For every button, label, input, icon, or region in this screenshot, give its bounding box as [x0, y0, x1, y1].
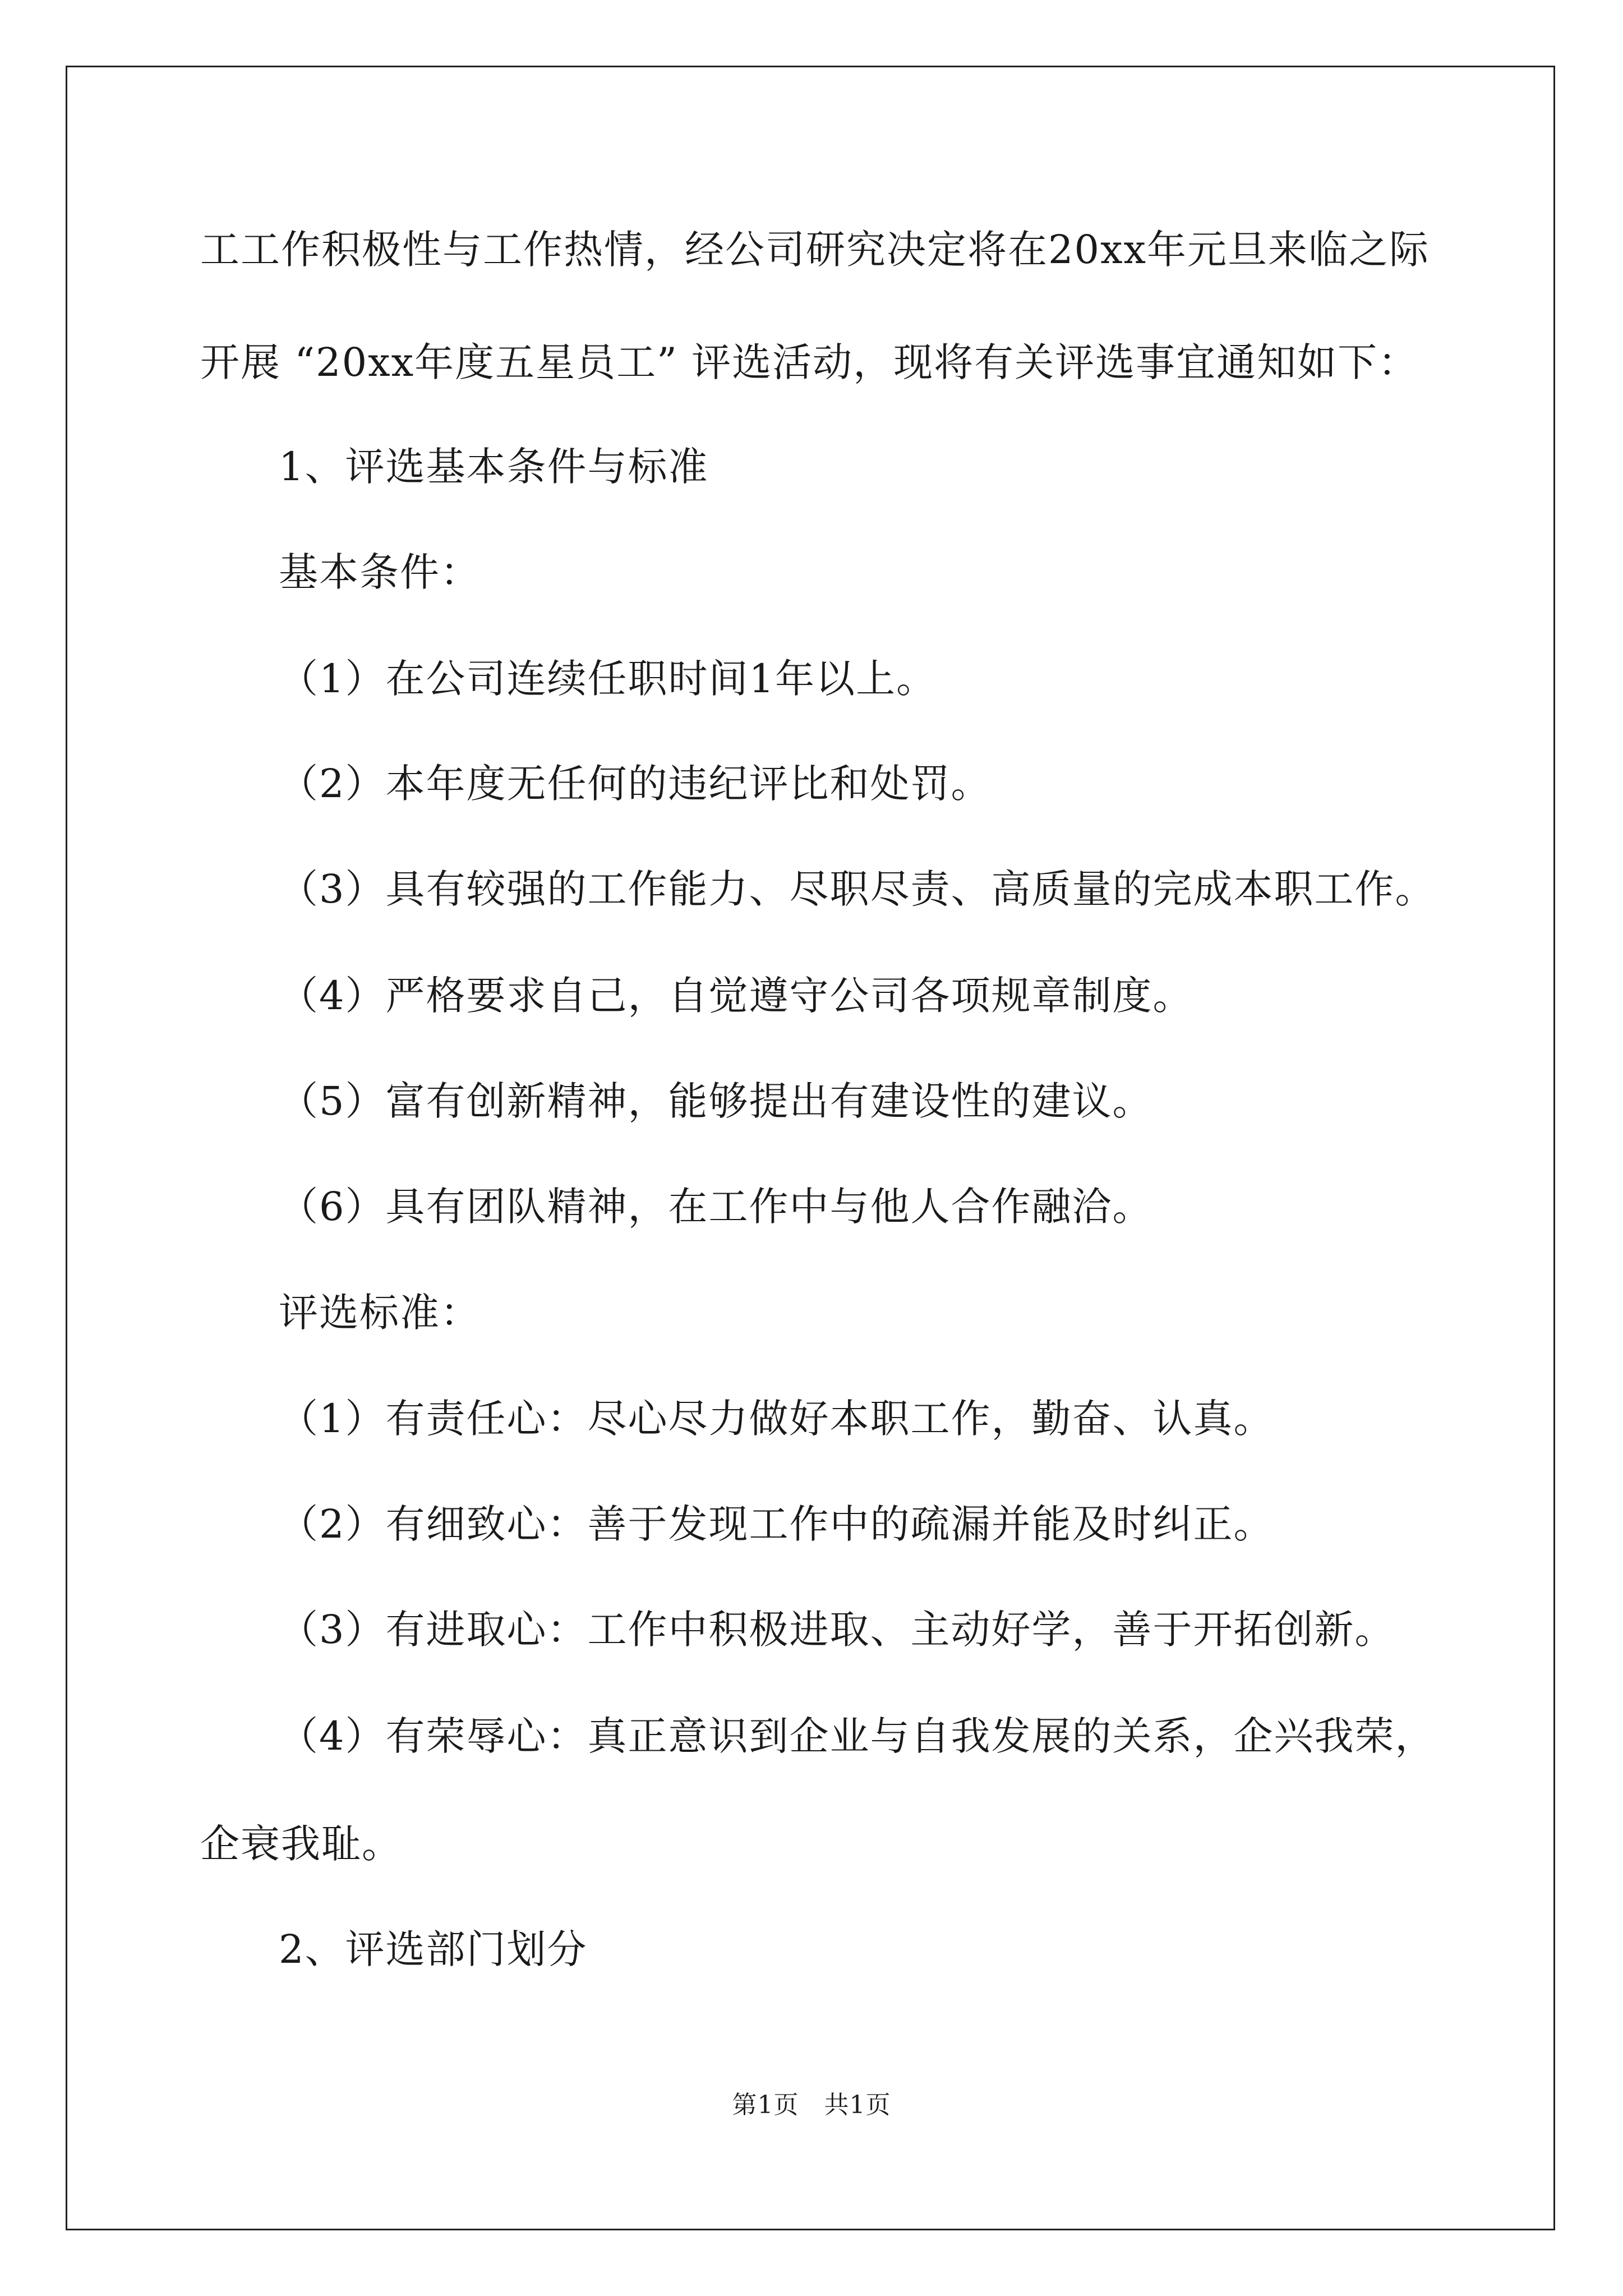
subheading: 基本条件：: [279, 549, 481, 595]
subheading: 评选标准：: [279, 1290, 481, 1336]
paragraph-line: 开展 “20xx年度五星员工” 评选活动，现将有关评选事宜通知如下：: [200, 339, 1419, 385]
list-item: （6）具有团队精神，在工作中与他人合作融洽。: [279, 1184, 1153, 1230]
paragraph-line: 工工作积极性与工作热情，经公司研究决定将在20xx年元旦来临之际: [200, 227, 1430, 273]
page-border: [66, 66, 1555, 2230]
list-item: （4）严格要求自己，自觉遵守公司各项规章制度。: [279, 973, 1193, 1019]
list-item: （1）在公司连续任职时间1年以上。: [279, 656, 937, 702]
list-item: （2）本年度无任何的违纪评比和处罚。: [279, 761, 992, 807]
list-item: （3）具有较强的工作能力、尽职尽责、高质量的完成本职工作。: [279, 866, 1436, 912]
list-item: （3）有进取心：工作中积极进取、主动好学，善于开拓创新。: [279, 1607, 1395, 1653]
list-item: （4）有荣辱心：真正意识到企业与自我发展的关系，企兴我荣，: [279, 1713, 1436, 1759]
list-item: （5）富有创新精神，能够提出有建设性的建议。: [279, 1078, 1153, 1124]
page-number: 第1页 共1页: [732, 2091, 891, 2119]
list-item: （2）有细致心：善于发现工作中的疏漏并能及时纠正。: [279, 1501, 1274, 1547]
paragraph-line: 企衰我耻。: [200, 1821, 402, 1867]
list-item: （1）有责任心：尽心尽力做好本职工作，勤奋、认真。: [279, 1396, 1274, 1442]
section-heading: 2、评选部门划分: [279, 1926, 588, 1972]
section-heading: 1、评选基本条件与标准: [279, 444, 709, 490]
